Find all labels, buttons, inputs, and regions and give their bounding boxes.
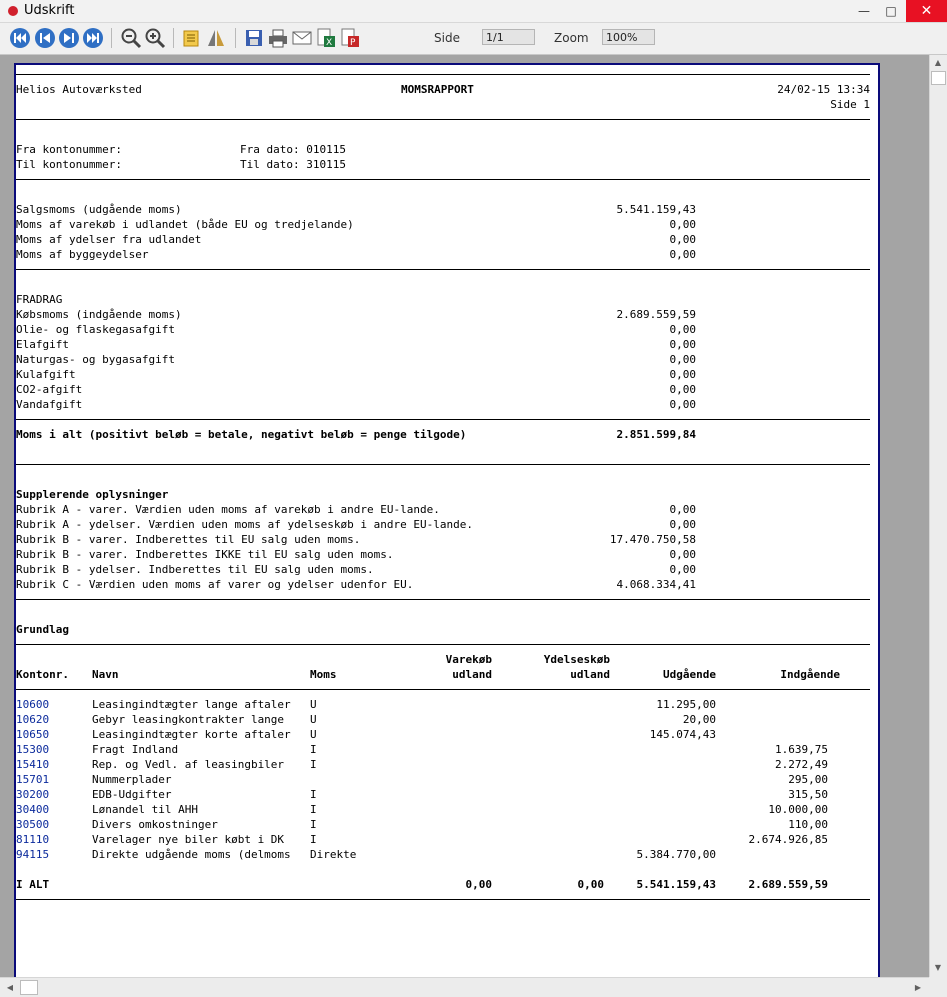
fradrag-line-label: CO2-afgift bbox=[16, 383, 83, 396]
account-number-link[interactable]: 10600 bbox=[16, 698, 50, 711]
svg-text:X: X bbox=[326, 38, 333, 48]
zoom-field[interactable]: 100% bbox=[602, 29, 655, 45]
supp-heading: Supplerende oplysninger bbox=[16, 488, 169, 501]
orientation-icon[interactable] bbox=[205, 27, 227, 49]
fradrag-heading: FRADRAG bbox=[16, 293, 63, 306]
totals-indgaende: 2.689.559,59 bbox=[748, 878, 828, 891]
account-moms-code: U bbox=[310, 728, 317, 741]
account-indgaende: 315,50 bbox=[788, 788, 828, 801]
col-navn-header: Navn bbox=[92, 668, 119, 681]
account-name: Direkte udgående moms (delmoms bbox=[92, 848, 291, 861]
previous-page-icon[interactable] bbox=[34, 27, 56, 49]
account-number-link[interactable]: 15701 bbox=[16, 773, 50, 786]
account-moms-code: I bbox=[310, 833, 317, 846]
account-number-link[interactable]: 94115 bbox=[16, 848, 50, 861]
fradrag-line-value: 0,00 bbox=[669, 353, 696, 366]
account-indgaende: 110,00 bbox=[788, 818, 828, 831]
account-moms-code: Direkte bbox=[310, 848, 357, 861]
col-varekob-header-2: udland bbox=[452, 668, 492, 681]
account-name: Varelager nye biler købt i DK bbox=[92, 833, 285, 846]
side-label: Side bbox=[434, 31, 460, 45]
toolbar-separator bbox=[235, 28, 236, 48]
supp-line-value: 0,00 bbox=[669, 563, 696, 576]
account-moms-code: U bbox=[310, 698, 317, 711]
account-moms-code: I bbox=[310, 803, 317, 816]
divider bbox=[16, 74, 870, 75]
account-indgaende: 2.674.926,85 bbox=[748, 833, 828, 846]
page-setup-icon[interactable] bbox=[181, 27, 203, 49]
col-ydelseskob-header: Ydelseskøb bbox=[543, 653, 610, 666]
col-varekob-header: Varekøb bbox=[445, 653, 492, 666]
export-pdf-icon[interactable] bbox=[339, 27, 361, 49]
scroll-right-icon[interactable]: ▶ bbox=[914, 983, 922, 992]
fradrag-line-value: 0,00 bbox=[669, 368, 696, 381]
moms-line-value: 5.541.159,43 bbox=[616, 203, 696, 216]
minimize-button[interactable]: — bbox=[858, 4, 870, 18]
last-page-icon[interactable] bbox=[82, 27, 104, 49]
totals-ydelseskob: 0,00 bbox=[577, 878, 604, 891]
account-number-link[interactable]: 10650 bbox=[16, 728, 50, 741]
supp-line-value: 17.470.750,58 bbox=[609, 533, 696, 546]
col-kontonr-header: Kontonr. bbox=[16, 668, 69, 681]
moms-line-label: Salgsmoms (udgående moms) bbox=[16, 203, 182, 216]
divider bbox=[16, 119, 870, 120]
fradrag-line-label: Købsmoms (indgående moms) bbox=[16, 308, 182, 321]
account-name: Leasingindtægter korte aftaler bbox=[92, 728, 291, 741]
account-name: Lønandel til AHH bbox=[92, 803, 198, 816]
divider bbox=[16, 899, 870, 900]
supp-line-value: 0,00 bbox=[669, 548, 696, 561]
fradrag-line-value: 0,00 bbox=[669, 323, 696, 336]
fradrag-line-label: Olie- og flaskegasafgift bbox=[16, 323, 175, 336]
export-excel-icon[interactable] bbox=[315, 27, 337, 49]
toolbar-separator bbox=[173, 28, 174, 48]
moms-line-label: Moms af byggeydelser bbox=[16, 248, 149, 261]
account-number-link[interactable]: 30200 bbox=[16, 788, 50, 801]
fradrag-line-value: 0,00 bbox=[669, 398, 696, 411]
fradrag-line-label: Naturgas- og bygasafgift bbox=[16, 353, 175, 366]
col-moms-header: Moms bbox=[310, 668, 337, 681]
moms-line-label: Moms af ydelser fra udlandet bbox=[16, 233, 202, 246]
report-title: MOMSRAPPORT bbox=[401, 83, 474, 96]
moms-total-label: Moms i alt (positivt beløb = betale, negativt beløb = penge tilgode) bbox=[16, 428, 467, 441]
account-udgaende: 20,00 bbox=[682, 713, 716, 726]
divider bbox=[16, 179, 870, 180]
supp-line-label: Rubrik B - varer. Indberettes til EU salg uden moms. bbox=[16, 533, 361, 546]
account-moms-code: I bbox=[310, 818, 317, 831]
moms-line-label: Moms af varekøb i udlandet (både EU og tredjelande) bbox=[16, 218, 354, 231]
account-indgaende: 10.000,00 bbox=[768, 803, 828, 816]
supp-line-label: Rubrik A - varer. Værdien uden moms af varekøb i andre EU-lande. bbox=[16, 503, 440, 516]
supp-line-value: 4.068.334,41 bbox=[616, 578, 696, 591]
til-konto-label: Til kontonummer: bbox=[16, 158, 122, 171]
horizontal-scroll-thumb[interactable] bbox=[20, 980, 38, 995]
svg-text:P: P bbox=[350, 38, 356, 48]
report-page bbox=[14, 63, 880, 977]
divider bbox=[16, 689, 870, 690]
supp-line-label: Rubrik A - ydelser. Værdien uden moms af ydelseskøb i andre EU-lande. bbox=[16, 518, 473, 531]
account-name: Nummerplader bbox=[92, 773, 172, 786]
supp-line-value: 0,00 bbox=[669, 518, 696, 531]
report-datetime: 24/02-15 13:34 bbox=[777, 83, 870, 96]
col-ydelseskob-header-2: udland bbox=[570, 668, 610, 681]
zoom-out-icon[interactable] bbox=[120, 27, 142, 49]
fradrag-line-label: Vandafgift bbox=[16, 398, 83, 411]
company-name: Helios Autoværksted bbox=[16, 83, 142, 96]
moms-line-value: 0,00 bbox=[669, 218, 696, 231]
account-name: Gebyr leasingkontrakter lange bbox=[92, 713, 285, 726]
divider bbox=[16, 644, 870, 645]
vertical-scrollbar[interactable] bbox=[929, 55, 947, 977]
totals-label: I ALT bbox=[16, 878, 50, 891]
col-indgaende-header: Indgående bbox=[780, 668, 840, 681]
col-udgaende-header: Udgående bbox=[663, 668, 716, 681]
account-number-link[interactable]: 10620 bbox=[16, 713, 50, 726]
save-icon[interactable] bbox=[243, 27, 265, 49]
account-name: Fragt Indland bbox=[92, 743, 179, 756]
document-viewport[interactable] bbox=[0, 55, 929, 977]
scroll-left-icon[interactable]: ◀ bbox=[6, 983, 14, 992]
account-number-link[interactable]: 15300 bbox=[16, 743, 50, 756]
divider bbox=[16, 419, 870, 420]
til-dato: Til dato: 310115 bbox=[240, 158, 346, 171]
fra-dato: Fra dato: 010115 bbox=[240, 143, 346, 156]
account-name: Divers omkostninger bbox=[92, 818, 218, 831]
scroll-up-icon[interactable]: ▲ bbox=[934, 58, 942, 67]
close-button[interactable]: ✕ bbox=[906, 0, 947, 22]
moms-total-value: 2.851.599,84 bbox=[616, 428, 696, 441]
fra-konto-label: Fra kontonummer: bbox=[16, 143, 122, 156]
account-indgaende: 1.639,75 bbox=[775, 743, 828, 756]
account-indgaende: 2.272,49 bbox=[775, 758, 828, 771]
divider bbox=[16, 464, 870, 465]
first-page-icon[interactable] bbox=[9, 27, 31, 49]
toolbar bbox=[0, 23, 947, 55]
fradrag-line-label: Elafgift bbox=[16, 338, 69, 351]
account-name: EDB-Udgifter bbox=[92, 788, 172, 801]
fradrag-line-label: Kulafgift bbox=[16, 368, 76, 381]
report-page-number: Side 1 bbox=[830, 98, 870, 111]
fradrag-line-value: 0,00 bbox=[669, 338, 696, 351]
fradrag-line-value: 2.689.559,59 bbox=[616, 308, 696, 321]
account-moms-code: I bbox=[310, 743, 317, 756]
scroll-down-icon[interactable]: ▼ bbox=[934, 963, 942, 972]
toolbar-separator bbox=[111, 28, 112, 48]
print-icon[interactable] bbox=[267, 27, 289, 49]
divider bbox=[16, 269, 870, 270]
account-indgaende: 295,00 bbox=[788, 773, 828, 786]
title-bar bbox=[0, 0, 947, 23]
account-name: Rep. og Vedl. af leasingbiler bbox=[92, 758, 285, 771]
scrollbar-corner bbox=[929, 977, 947, 997]
account-number-link[interactable]: 30400 bbox=[16, 803, 50, 816]
zoom-in-icon[interactable] bbox=[144, 27, 166, 49]
moms-line-value: 0,00 bbox=[669, 248, 696, 261]
next-page-icon[interactable] bbox=[58, 27, 80, 49]
account-moms-code: I bbox=[310, 758, 317, 771]
maximize-button[interactable]: □ bbox=[885, 4, 897, 18]
window-title: Udskrift bbox=[24, 3, 75, 18]
supp-line-value: 0,00 bbox=[669, 503, 696, 516]
account-moms-code: I bbox=[310, 788, 317, 801]
totals-varekob: 0,00 bbox=[465, 878, 492, 891]
horizontal-scrollbar[interactable] bbox=[0, 977, 929, 997]
account-number-link[interactable]: 81110 bbox=[16, 833, 50, 846]
supp-line-label: Rubrik B - ydelser. Indberettes til EU salg uden moms. bbox=[16, 563, 374, 576]
zoom-label: Zoom bbox=[554, 31, 589, 45]
grundlag-heading: Grundlag bbox=[16, 623, 69, 636]
account-number-link[interactable]: 30500 bbox=[16, 818, 50, 831]
account-name: Leasingindtægter lange aftaler bbox=[92, 698, 291, 711]
account-udgaende: 145.074,43 bbox=[649, 728, 716, 741]
divider bbox=[16, 599, 870, 600]
email-icon[interactable] bbox=[291, 27, 313, 49]
account-moms-code: U bbox=[310, 713, 317, 726]
app-icon bbox=[8, 6, 18, 16]
account-number-link[interactable]: 15410 bbox=[16, 758, 50, 771]
supp-line-label: Rubrik C - Værdien uden moms af varer og ydelser udenfor EU. bbox=[16, 578, 414, 591]
moms-line-value: 0,00 bbox=[669, 233, 696, 246]
supp-line-label: Rubrik B - varer. Indberettes IKKE til EU salg uden moms. bbox=[16, 548, 394, 561]
account-udgaende: 11.295,00 bbox=[656, 698, 716, 711]
totals-udgaende: 5.541.159,43 bbox=[636, 878, 716, 891]
vertical-scroll-thumb[interactable] bbox=[931, 71, 946, 85]
fradrag-line-value: 0,00 bbox=[669, 383, 696, 396]
account-udgaende: 5.384.770,00 bbox=[636, 848, 716, 861]
page-number-field[interactable]: 1/1 bbox=[482, 29, 535, 45]
